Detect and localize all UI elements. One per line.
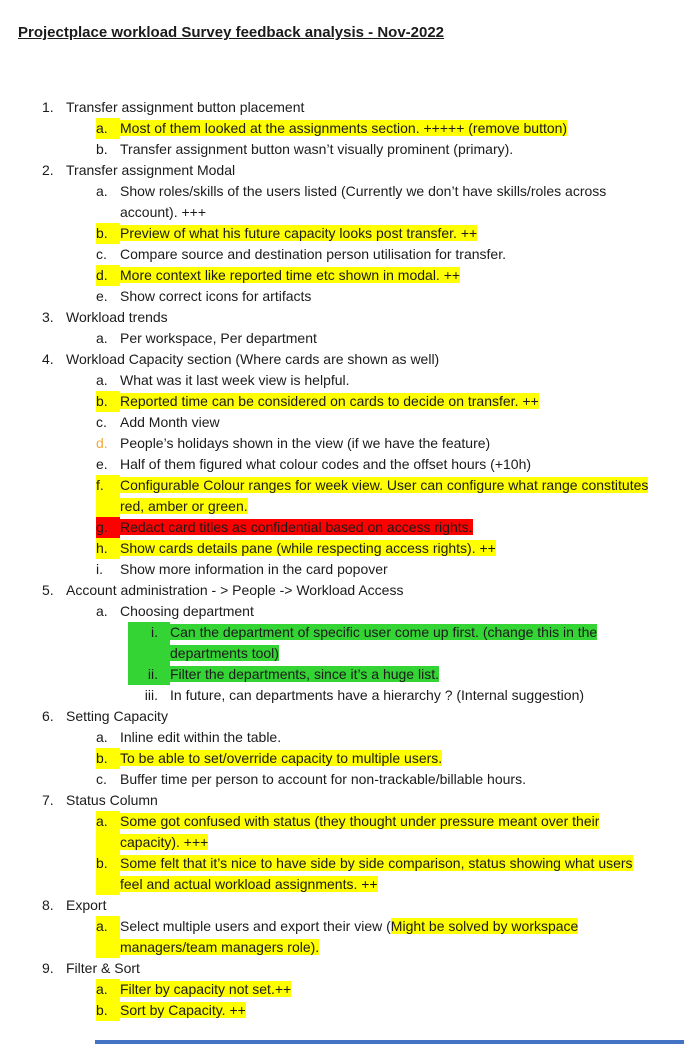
list-marker: g. xyxy=(96,517,120,538)
plain-text: Transfer assignment Modal xyxy=(66,162,236,178)
list-marker: a. xyxy=(96,118,120,139)
list-item xyxy=(0,622,684,664)
list-marker: ii. xyxy=(128,664,170,685)
plain-text: Select multiple users and export their view ( xyxy=(120,918,391,934)
highlighted-text: Configurable Colour ranges for week view. User can configure what range constitutes red, amber or green. xyxy=(120,477,649,514)
plain-text: People’s holidays shown in the view (if we have the feature) xyxy=(120,435,491,451)
list-item-text xyxy=(120,559,388,580)
list-item-text xyxy=(120,286,311,307)
list-item xyxy=(0,139,684,160)
list-item-text xyxy=(120,391,539,412)
list-marker: 9. xyxy=(42,960,54,976)
list-marker: f. xyxy=(96,475,120,517)
list-marker: b. xyxy=(96,141,108,157)
list-item-text xyxy=(120,1000,246,1021)
list-item-text xyxy=(66,895,106,916)
list-item xyxy=(0,223,684,244)
list-item-text xyxy=(120,454,531,475)
list-item xyxy=(0,160,684,181)
list-item xyxy=(0,181,684,223)
list-item-text xyxy=(66,160,235,181)
highlighted-text: Show cards details pane (while respecting access rights). ++ xyxy=(120,540,496,556)
plain-text: Per workspace, Per department xyxy=(120,330,317,346)
plain-text: Account administration - > People -> Workload Access xyxy=(66,582,404,598)
list-marker: e. xyxy=(96,456,108,472)
list-item xyxy=(0,664,684,685)
plain-text: Filter & Sort xyxy=(66,960,140,976)
list-item-text xyxy=(170,685,584,706)
list-marker: c. xyxy=(96,414,107,430)
list-item-text xyxy=(120,181,655,223)
list-marker: d. xyxy=(96,435,108,451)
list-marker: a. xyxy=(96,372,108,388)
plain-text: Show correct icons for artifacts xyxy=(120,288,312,304)
list-marker: c. xyxy=(96,246,107,262)
plain-text: What was it last week view is helpful. xyxy=(120,372,350,388)
list-item xyxy=(0,538,684,559)
plain-text: Half of them figured what colour codes and the offset hours (+10h) xyxy=(120,456,532,472)
list-item xyxy=(0,370,684,391)
plain-text: Choosing department xyxy=(120,603,254,619)
list-item xyxy=(0,433,684,454)
list-marker: d. xyxy=(96,265,120,286)
document-title: Projectplace workload Survey feedback analysis - Nov-2022 xyxy=(18,24,445,41)
feedback-list xyxy=(0,97,684,1021)
list-marker: 1. xyxy=(42,99,54,115)
highlighted-text: Sort by Capacity. ++ xyxy=(120,1002,246,1018)
list-item-text xyxy=(120,811,655,853)
highlighted-text: Some felt that it’s nice to have side by side comparison, status showing what users feel and actual workload assignments. ++ xyxy=(120,855,633,892)
list-marker: a. xyxy=(96,979,120,1000)
list-item xyxy=(0,244,684,265)
highlighted-text: Reported time can be considered on cards to decide on transfer. ++ xyxy=(120,393,539,409)
list-item-text xyxy=(120,328,317,349)
plain-text: Workload trends xyxy=(66,309,168,325)
list-item xyxy=(0,265,684,286)
list-item-text xyxy=(120,475,655,517)
plain-text: Setting Capacity xyxy=(66,708,168,724)
list-marker: c. xyxy=(96,771,107,787)
plain-text: Show more information in the card popover xyxy=(120,561,388,577)
list-item-text xyxy=(120,265,460,286)
highlighted-text: Most of them looked at the assignments section. +++++ (remove button) xyxy=(120,120,568,136)
list-item xyxy=(0,286,684,307)
list-item-text xyxy=(66,97,304,118)
list-item xyxy=(0,769,684,790)
plain-text: Show roles/skills of the users listed (Currently we don’t have skills/roles across account). +++ xyxy=(120,183,607,220)
list-item xyxy=(0,790,684,811)
list-item-text xyxy=(66,307,168,328)
list-marker: a. xyxy=(96,811,120,853)
list-marker: a. xyxy=(96,603,108,619)
plain-text: Workload Capacity section (Where cards are shown as well) xyxy=(66,351,440,367)
plain-text: In future, can departments have a hierarchy ? (Internal suggestion) xyxy=(170,687,585,703)
list-item-text xyxy=(66,349,439,370)
list-marker: 6. xyxy=(42,708,54,724)
list-item xyxy=(0,601,684,622)
highlighted-text: Can the department of specific user come up first. (change this in the departments tool) xyxy=(170,624,598,661)
list-marker: 4. xyxy=(42,351,54,367)
list-item-text xyxy=(120,853,655,895)
list-item xyxy=(0,475,684,517)
list-item-text xyxy=(120,769,526,790)
plain-text: Inline edit within the table. xyxy=(120,729,282,745)
list-item xyxy=(0,916,684,958)
highlighted-text: Some got confused with status (they thought under pressure meant over their capacity). +++ xyxy=(120,813,600,850)
list-marker: 8. xyxy=(42,897,54,913)
highlighted-text: Redact card titles as confidential based on access rights. xyxy=(120,519,473,535)
plain-text: Export xyxy=(66,897,107,913)
list-marker: 5. xyxy=(42,582,54,598)
list-marker: a. xyxy=(96,183,108,199)
list-item-text xyxy=(66,790,158,811)
plain-text: Status Column xyxy=(66,792,158,808)
list-item xyxy=(0,391,684,412)
list-marker: i. xyxy=(128,622,170,664)
highlighted-text: Filter the departments, since it’s a huge list. xyxy=(170,666,439,682)
list-item-text xyxy=(120,748,442,769)
list-item-text xyxy=(120,979,291,1000)
list-item-text xyxy=(120,433,490,454)
plain-text: Add Month view xyxy=(120,414,220,430)
highlighted-text: More context like reported time etc shown in modal. ++ xyxy=(120,267,461,283)
list-marker: a. xyxy=(96,330,108,346)
list-item-text xyxy=(120,916,655,958)
list-item xyxy=(0,559,684,580)
list-item xyxy=(0,454,684,475)
list-item xyxy=(0,979,684,1000)
list-marker: b. xyxy=(96,853,120,895)
list-item-text xyxy=(120,727,281,748)
list-item-text xyxy=(66,958,140,979)
list-item xyxy=(0,118,684,139)
list-item xyxy=(0,1000,684,1021)
list-marker: a. xyxy=(96,916,120,958)
list-item xyxy=(0,580,684,601)
list-marker: b. xyxy=(96,223,120,244)
list-item-text xyxy=(170,664,439,685)
list-item xyxy=(0,748,684,769)
plain-text: Transfer assignment button placement xyxy=(66,99,305,115)
list-item xyxy=(0,811,684,853)
list-item-text xyxy=(120,538,496,559)
list-item xyxy=(0,895,684,916)
list-item-text xyxy=(120,412,220,433)
list-marker: iii. xyxy=(144,687,158,703)
list-item xyxy=(0,727,684,748)
list-item-text xyxy=(66,706,168,727)
list-item xyxy=(0,958,684,979)
plain-text: Buffer time per person to account for non-trackable/billable hours. xyxy=(120,771,526,787)
list-marker: b. xyxy=(96,1000,120,1021)
list-marker: a. xyxy=(96,729,108,745)
list-marker: 7. xyxy=(42,792,54,808)
list-marker: b. xyxy=(96,748,120,769)
list-marker: 2. xyxy=(42,162,54,178)
highlighted-text: Might be solved by workspace managers/team managers role). xyxy=(120,918,579,955)
list-item-text xyxy=(120,601,254,622)
list-item xyxy=(0,97,684,118)
list-marker: h. xyxy=(96,538,120,559)
list-item-text xyxy=(120,370,350,391)
list-item xyxy=(0,685,684,706)
list-item xyxy=(0,328,684,349)
list-item xyxy=(0,706,684,727)
list-item-text xyxy=(120,118,567,139)
list-marker: 3. xyxy=(42,309,54,325)
list-item xyxy=(0,307,684,328)
list-item xyxy=(0,412,684,433)
highlighted-text: Preview of what his future capacity looks post transfer. ++ xyxy=(120,225,478,241)
list-item xyxy=(0,853,684,895)
list-item-text xyxy=(120,139,513,160)
list-item xyxy=(0,517,684,538)
list-item-text xyxy=(120,244,506,265)
list-marker: b. xyxy=(96,391,120,412)
highlighted-text: To be able to set/override capacity to multiple users. xyxy=(120,750,443,766)
list-item-text xyxy=(170,622,648,664)
highlighted-text: Filter by capacity not set.++ xyxy=(120,981,292,997)
plain-text: Compare source and destination person utilisation for transfer. xyxy=(120,246,506,262)
plain-text: Transfer assignment button wasn’t visually prominent (primary). xyxy=(120,141,514,157)
bottom-blue-bar xyxy=(95,1040,684,1044)
list-item-text xyxy=(66,580,403,601)
list-item xyxy=(0,349,684,370)
list-item-text xyxy=(120,517,473,538)
list-marker: e. xyxy=(96,288,108,304)
list-marker: i. xyxy=(96,561,103,577)
list-item-text xyxy=(120,223,477,244)
